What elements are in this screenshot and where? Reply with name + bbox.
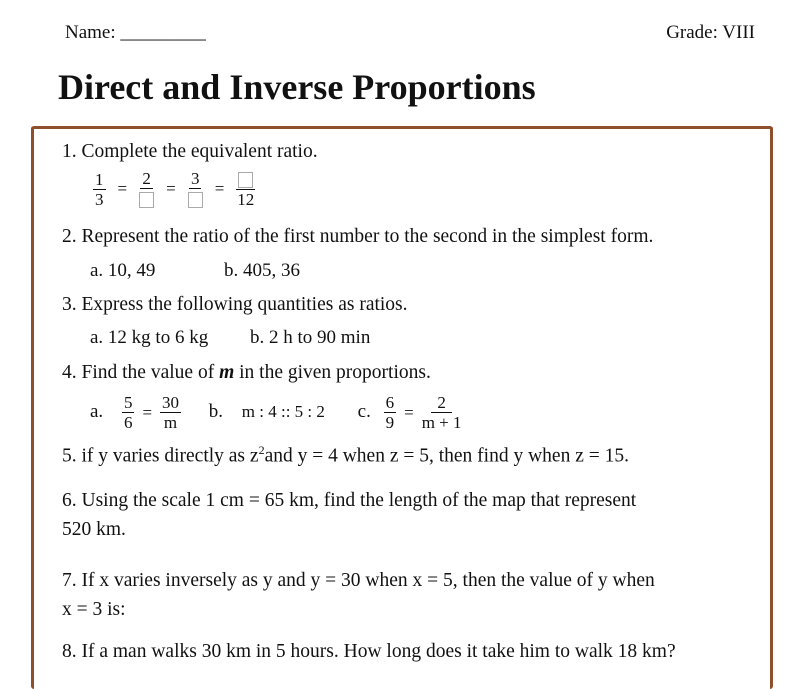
q2-part-b: b. 405, 36 [224,260,300,281]
denominator: 3 [95,189,104,209]
numerator: 6 [385,393,395,412]
question-3: 3. Express the following quantities as ratios. [62,294,408,315]
question-2: 2. Represent the ratio of the first number to the second in the simplest form. [62,226,654,247]
fraction [122,394,135,431]
q4-b-label: b. [208,400,224,422]
question-1: 1. Complete the equivalent ratio. [62,141,318,162]
numerator: 2 [142,169,151,188]
question-8-line-1: 8. If a man walks 30 km in 5 hours. How long does it take him to walk 18 km? [62,641,676,662]
blank-box[interactable] [188,189,203,208]
question-7-line-1: 7. If x varies inversely as y and y = 30 when x = 5, then the value of y when [62,570,655,591]
fraction [236,170,255,208]
question-5 [62,443,629,468]
denominator: 9 [385,413,395,432]
denominator: 6 [123,413,133,432]
fraction [160,394,181,431]
question-7-line-2: x = 3 is: [62,599,126,620]
question-4 [62,362,431,384]
denominator: 12 [237,190,255,210]
grade-label: Grade: VIII [666,22,755,43]
fraction [139,170,154,208]
q4-b-proportion: m : 4 :: 5 : 2 [241,401,325,421]
q4-text: 4. Find the value of [62,362,220,383]
equals-sign: = [117,179,128,199]
fraction [422,394,462,431]
q4-parts: a. $\frac{5}{6}$ = $\frac{30}{m}$ b. m : 4 :: 5 : 2 c. $\frac{6}{9}$ = $\frac{2}{m + 1}$ [90,393,462,432]
numerator: 5 [123,393,133,412]
exponent: 2 [258,443,265,457]
q3-part-b: b. 2 h to 90 min [250,327,371,348]
denominator: m + 1 [421,413,462,432]
q5-text: and y = 4 when z = 5, then find y when z = 15. [264,445,629,467]
equals-sign: = [166,179,176,199]
numerator: 1 [95,169,104,189]
q5-text: 5. if y varies directly as z [62,445,259,467]
q2-part-a: a. 10, 49 [90,260,156,281]
fraction [384,394,397,431]
fraction [188,170,203,208]
question-6-line-2: 520 km. [62,519,126,540]
numerator: 2 [431,394,452,413]
q4-a-label: a. [90,400,104,422]
blank-box[interactable] [139,189,154,208]
page-title: Direct and Inverse Proportions [58,67,536,107]
q1-equivalent-ratios [90,170,258,208]
q4-text: in the given proportions. [234,362,431,383]
q4-c-label: c. [357,400,371,422]
q3-part-a: a. 12 kg to 6 kg [90,327,209,348]
q4-variable: m [219,362,235,383]
fraction [93,171,106,208]
numerator: 3 [190,169,200,188]
name-field-label: Name: _________ [65,22,206,43]
denominator: m [163,413,178,432]
question-6-line-1: 6. Using the scale 1 cm = 65 km, find the length of the map that represent [62,490,637,511]
equals-sign: = [214,179,225,199]
blank-box[interactable] [236,170,255,190]
numerator: 30 [162,393,180,412]
